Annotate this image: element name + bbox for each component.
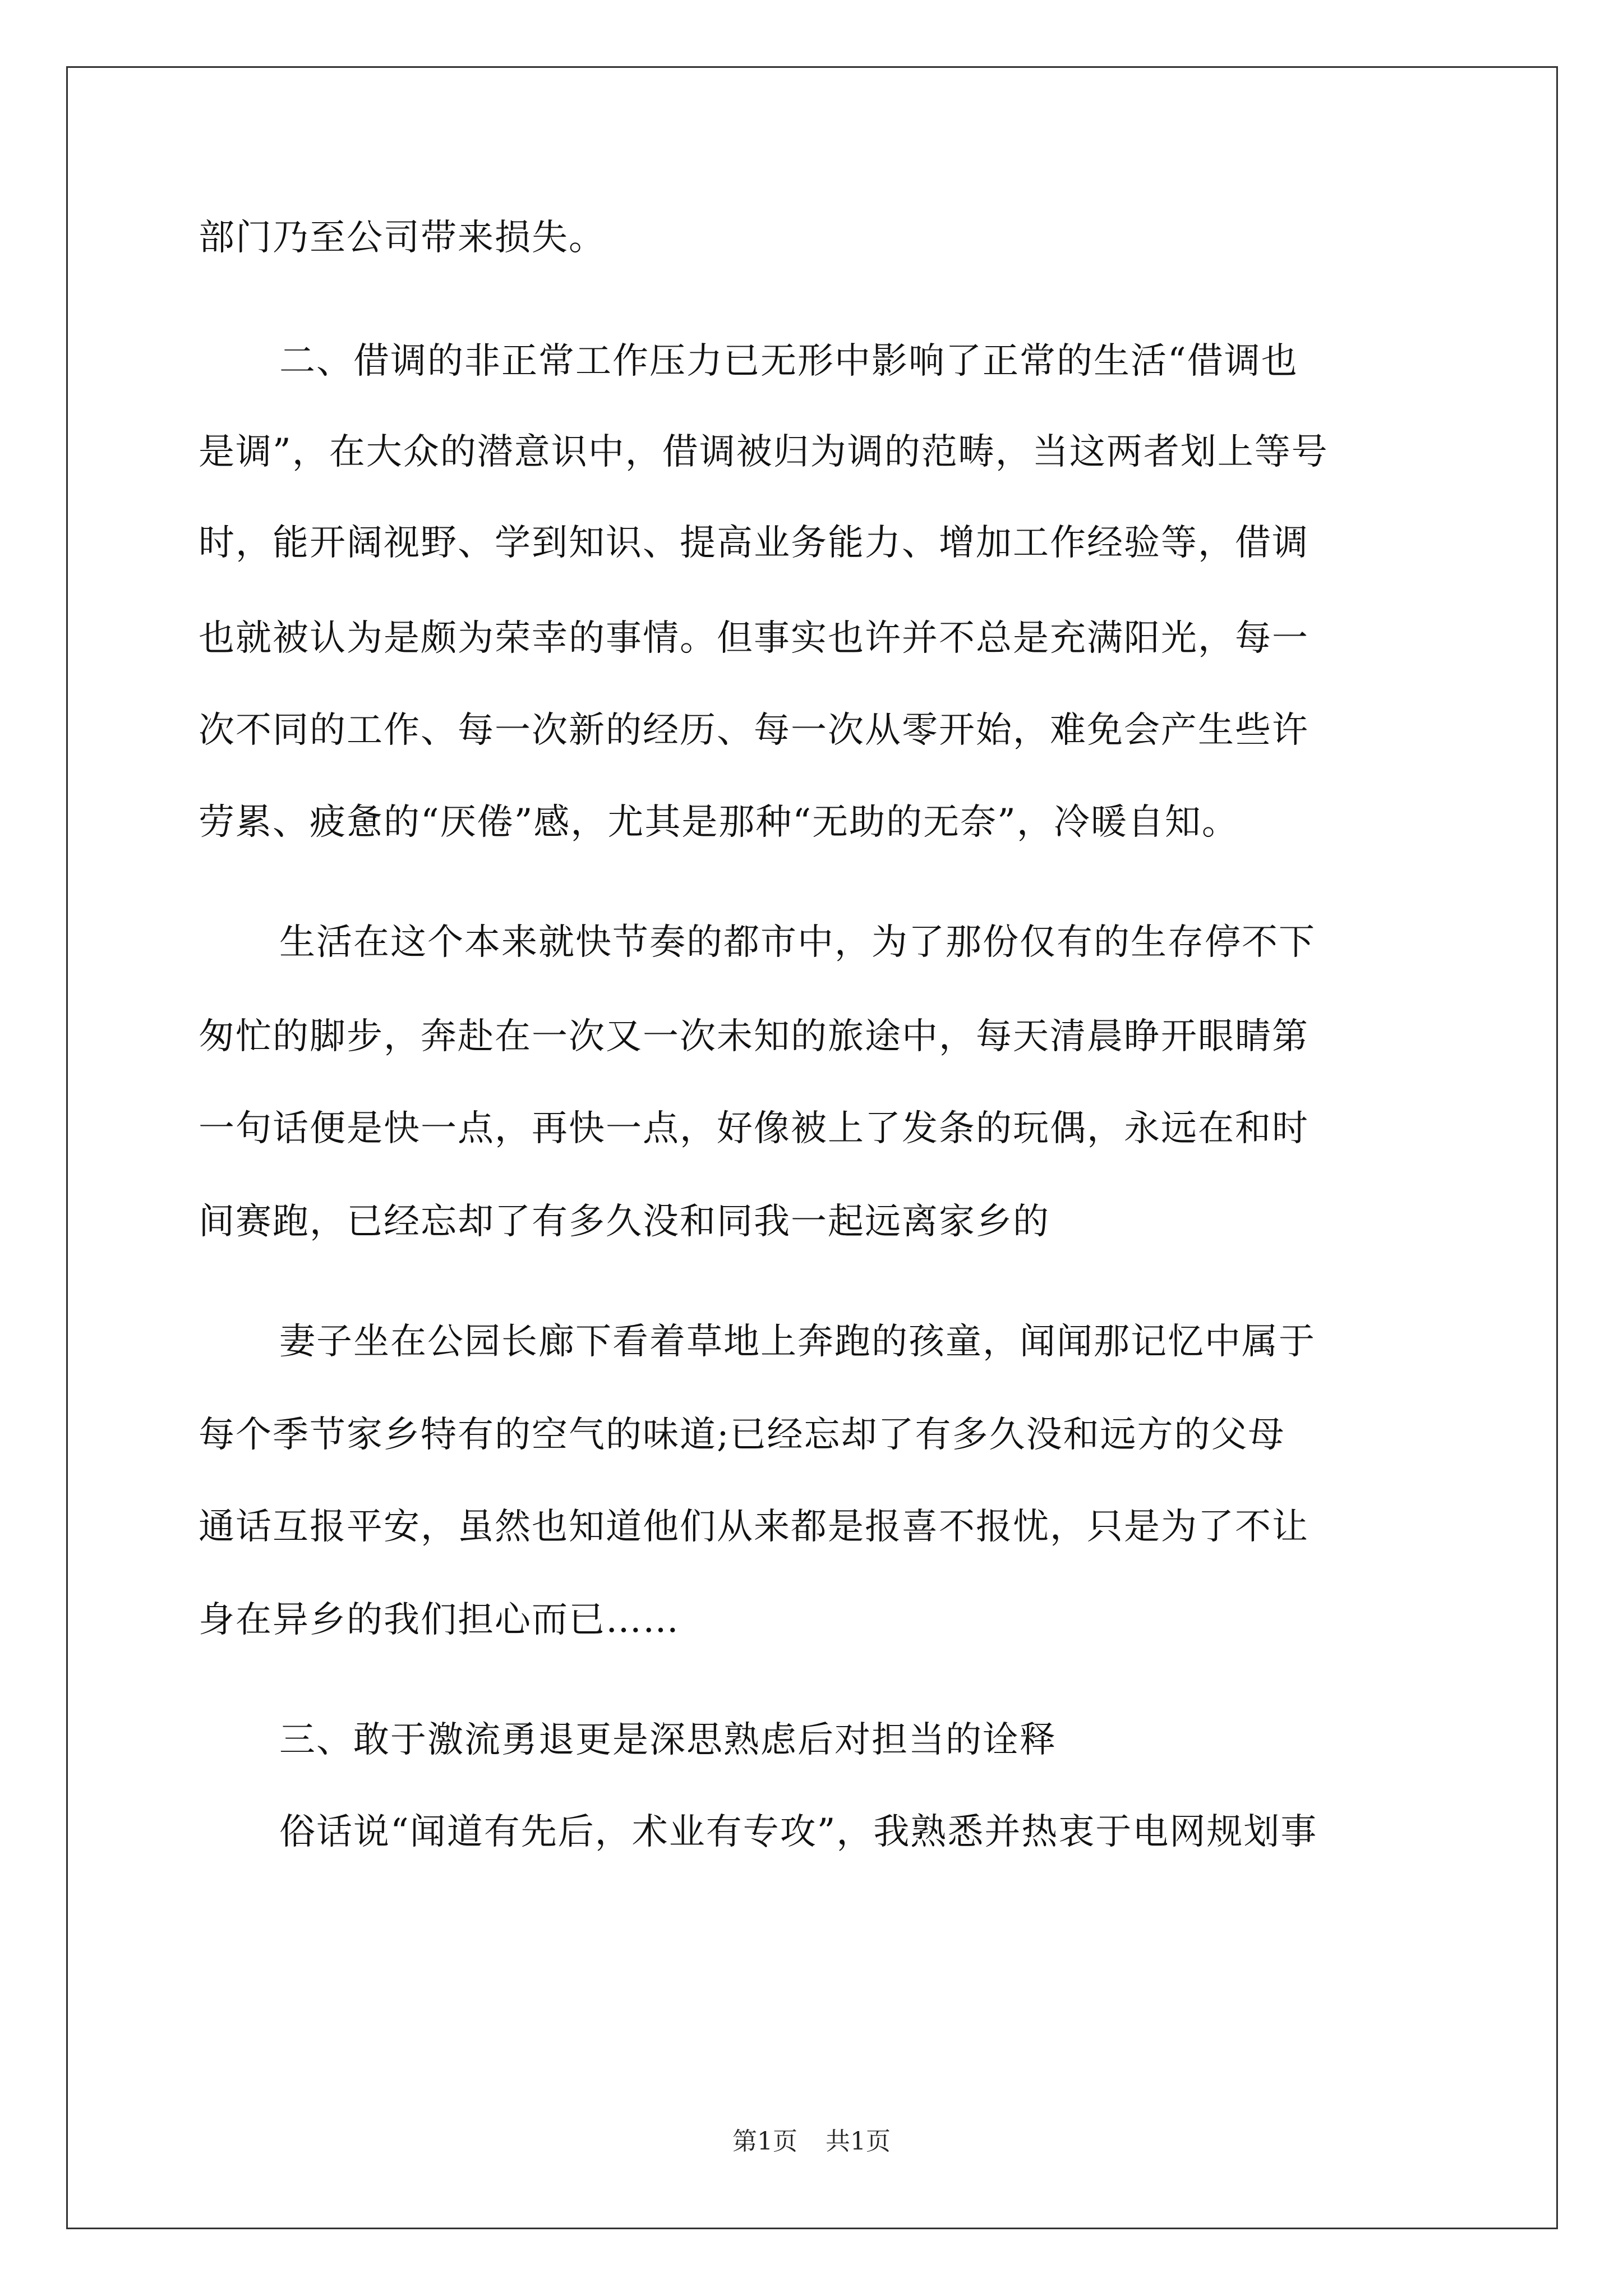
text-line: 三、敢于激流勇退更是深思熟虑后对担当的诠释 [279, 1719, 1057, 1761]
text-line: 时，能开阔视野、学到知识、提高业务能力、增加工作经验等，借调 [199, 522, 1309, 564]
text-line: 生活在这个本来就快节奏的都市中，为了那份仅有的生存停不下 [279, 922, 1316, 963]
text-line: 每个季节家乡特有的空气的味道;已经忘却了有多久没和远方的父母 [199, 1414, 1285, 1456]
text-line: 次不同的工作、每一次新的经历、每一次从零开始，难免会产生些许 [199, 710, 1309, 751]
text-line: 二、借调的非正常工作压力已无形中影响了正常的生活“借调也 [279, 341, 1298, 382]
text-line: 通话互报平安，虽然也知道他们从来都是报喜不报忧，只是为了不让 [199, 1506, 1309, 1548]
text-line: 也就被认为是颇为荣幸的事情。但事实也许并不总是充满阳光，每一 [199, 618, 1309, 659]
text-line: 是调”，在大众的潜意识中，借调被归为调的范畴，当这两者划上等号 [199, 431, 1329, 473]
text-line: 匆忙的脚步，奔赴在一次又一次未知的旅途中，每天清晨睁开眼睛第 [199, 1016, 1309, 1057]
text-line: 劳累、疲惫的“厌倦”感，尤其是那种“无助的无奈”，冷暖自知。 [199, 802, 1239, 843]
page-number: 第1页 [732, 2127, 797, 2156]
text-line: 间赛跑，已经忘却了有多久没和同我一起远离家乡的 [199, 1201, 1050, 1243]
text-line: 部门乃至公司带来损失。 [199, 217, 606, 259]
page-total: 共1页 [826, 2127, 891, 2156]
text-line: 身在异乡的我们担心而已…… [199, 1599, 680, 1641]
page-footer [0, 2126, 1623, 2157]
text-line: 妻子坐在公园长廊下看着草地上奔跑的孩童，闻闻那记忆中属于 [279, 1321, 1316, 1363]
text-line: 一句话便是快一点，再快一点，好像被上了发条的玩偶，永远在和时 [199, 1108, 1309, 1149]
text-line: 俗话说“闻道有先后，术业有专攻”，我熟悉并热衷于电网规划事 [279, 1811, 1318, 1853]
